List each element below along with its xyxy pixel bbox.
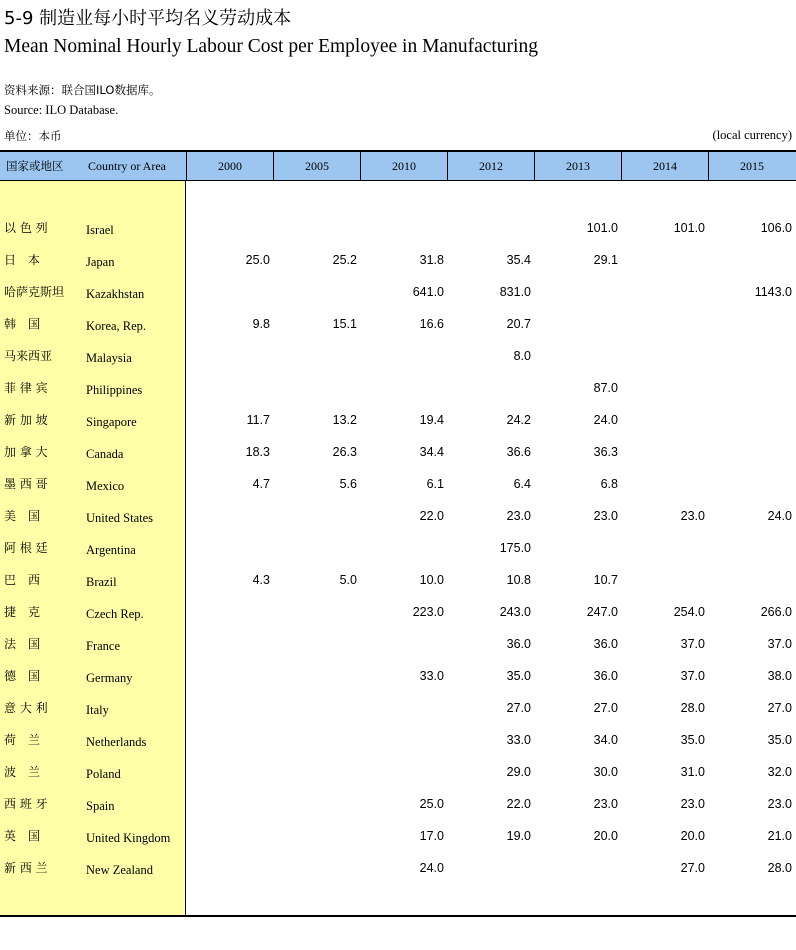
table-row	[0, 724, 796, 756]
table-row	[0, 308, 796, 340]
header-year-5: 2014	[621, 152, 708, 180]
source-chinese: 资料来源：联合国ILO数据库。	[4, 83, 161, 97]
value-cell	[186, 852, 273, 884]
value-cell	[360, 692, 447, 724]
value-cell	[186, 372, 273, 404]
country-name-english: Poland	[86, 767, 121, 781]
value-cell	[360, 756, 447, 788]
value-cell: 27.0	[506, 701, 531, 715]
value-cell: 23.0	[593, 797, 618, 811]
country-name-chinese: 哈萨克斯坦	[4, 285, 65, 299]
value-cell	[360, 372, 447, 404]
table-row	[0, 852, 796, 884]
value-cell	[273, 852, 360, 884]
country-name-chinese: 新 西 兰	[4, 861, 48, 875]
value-cell: 38.0	[767, 669, 792, 683]
value-cell: 11.7	[246, 413, 270, 427]
country-name-english: New Zealand	[86, 863, 153, 877]
country-name-chinese: 韩 国	[4, 317, 41, 331]
country-name-chinese: 法 国	[4, 637, 41, 651]
value-cell: 16.6	[419, 317, 444, 331]
table-row	[0, 564, 796, 596]
country-name-english: Brazil	[86, 575, 117, 589]
value-cell	[621, 244, 708, 276]
value-cell	[360, 724, 447, 756]
value-cell: 831.0	[499, 285, 531, 299]
value-cell	[186, 340, 273, 372]
value-cell	[621, 436, 708, 468]
value-cell: 1143.0	[754, 285, 792, 299]
value-cell: 27.0	[593, 701, 618, 715]
value-cell: 101.0	[673, 221, 705, 235]
value-cell: 266.0	[760, 605, 792, 619]
value-cell: 21.0	[767, 829, 792, 843]
country-name-english: Japan	[86, 255, 115, 269]
value-cell: 30.0	[593, 765, 618, 779]
value-cell: 87.0	[593, 381, 618, 395]
country-name-chinese: 日 本	[4, 253, 41, 267]
table-row	[0, 276, 796, 308]
value-cell	[273, 532, 360, 564]
value-cell: 24.0	[419, 861, 444, 875]
value-cell	[360, 340, 447, 372]
value-cell	[621, 372, 708, 404]
country-name-chinese: 英 国	[4, 829, 41, 843]
value-cell: 106.0	[760, 221, 792, 235]
value-cell: 9.8	[252, 317, 270, 331]
country-name-chinese: 新 加 坡	[4, 413, 48, 427]
table-row	[0, 756, 796, 788]
value-cell	[186, 500, 273, 532]
table-row	[0, 340, 796, 372]
value-cell: 4.7	[252, 477, 270, 491]
table-row	[0, 372, 796, 404]
value-cell	[186, 628, 273, 660]
country-name-chinese: 以 色 列	[4, 221, 48, 235]
value-cell: 175.0	[499, 541, 531, 555]
value-cell: 34.0	[593, 733, 618, 747]
value-cell: 36.0	[593, 637, 618, 651]
value-cell	[186, 276, 273, 308]
value-cell: 13.2	[332, 413, 357, 427]
value-cell: 35.0	[506, 669, 531, 683]
country-name-chinese: 荷 兰	[4, 733, 41, 747]
value-cell	[186, 788, 273, 820]
value-cell	[708, 244, 795, 276]
value-cell: 37.0	[767, 637, 792, 651]
value-cell: 18.3	[245, 445, 270, 459]
country-name-english: Canada	[86, 447, 124, 461]
country-name-english: Germany	[86, 671, 133, 685]
value-cell	[360, 212, 447, 244]
country-name-english: United Kingdom	[86, 831, 171, 845]
country-name-english: Argentina	[86, 543, 136, 557]
header-country-chinese: 国家或地区	[6, 159, 64, 173]
value-cell	[186, 660, 273, 692]
value-cell	[273, 660, 360, 692]
country-name-chinese: 捷 克	[4, 605, 41, 619]
country-name-english: Philippines	[86, 383, 143, 397]
country-name-english: Italy	[86, 703, 109, 717]
country-name-chinese: 德 国	[4, 669, 41, 683]
title-chinese: 5-9 制造业每小时平均名义劳动成本	[4, 8, 292, 29]
value-cell: 22.0	[419, 509, 444, 523]
country-name-english: Israel	[86, 223, 114, 237]
value-cell	[273, 756, 360, 788]
country-name-english: United States	[86, 511, 154, 525]
value-cell: 23.0	[680, 797, 705, 811]
value-cell	[273, 212, 360, 244]
value-cell: 25.2	[332, 253, 357, 267]
value-cell	[621, 468, 708, 500]
value-cell: 254.0	[673, 605, 705, 619]
value-cell	[447, 852, 534, 884]
value-cell: 28.0	[767, 861, 792, 875]
value-cell: 243.0	[499, 605, 531, 619]
value-cell: 10.7	[593, 573, 618, 587]
value-cell: 15.1	[332, 317, 357, 331]
value-cell	[534, 852, 621, 884]
value-cell: 24.0	[767, 509, 792, 523]
value-cell: 35.0	[680, 733, 705, 747]
value-cell	[273, 500, 360, 532]
value-cell: 31.0	[680, 765, 705, 779]
value-cell: 25.0	[245, 253, 270, 267]
value-cell	[186, 756, 273, 788]
value-cell: 5.6	[339, 477, 357, 491]
value-cell	[708, 564, 795, 596]
value-cell: 31.8	[419, 253, 444, 267]
value-cell: 20.7	[506, 317, 531, 331]
value-cell: 22.0	[506, 797, 531, 811]
value-cell: 35.0	[767, 733, 792, 747]
country-name-chinese: 美 国	[4, 509, 41, 523]
value-cell: 101.0	[586, 221, 618, 235]
value-cell	[186, 724, 273, 756]
value-cell	[621, 532, 708, 564]
country-name-english: France	[86, 639, 121, 653]
value-cell	[273, 628, 360, 660]
value-cell: 28.0	[680, 701, 705, 715]
value-cell	[708, 372, 795, 404]
table-row	[0, 788, 796, 820]
value-cell	[447, 372, 534, 404]
value-cell: 23.0	[680, 509, 705, 523]
value-cell	[534, 276, 621, 308]
value-cell	[186, 820, 273, 852]
country-name-chinese: 西 班 牙	[4, 797, 48, 811]
value-cell	[273, 788, 360, 820]
value-cell	[708, 436, 795, 468]
value-cell	[708, 532, 795, 564]
country-name-english: Malaysia	[86, 351, 132, 365]
value-cell	[534, 340, 621, 372]
value-cell: 36.0	[506, 637, 531, 651]
table-row	[0, 500, 796, 532]
title-english: Mean Nominal Hourly Labour Cost per Employee in Manufacturing	[4, 36, 538, 57]
value-cell	[708, 468, 795, 500]
value-cell	[273, 596, 360, 628]
unit-chinese: 单位：本币	[4, 129, 62, 143]
value-cell	[534, 532, 621, 564]
value-cell	[534, 308, 621, 340]
country-name-chinese: 巴 西	[4, 573, 41, 587]
value-cell	[621, 564, 708, 596]
value-cell	[708, 340, 795, 372]
value-cell: 32.0	[767, 765, 792, 779]
table-row	[0, 692, 796, 724]
value-cell	[708, 404, 795, 436]
value-cell	[186, 596, 273, 628]
value-cell: 8.0	[513, 349, 531, 363]
value-cell: 36.0	[593, 669, 618, 683]
value-cell: 19.4	[419, 413, 444, 427]
value-cell: 223.0	[412, 605, 444, 619]
country-name-english: Singapore	[86, 415, 137, 429]
value-cell: 25.0	[419, 797, 444, 811]
table-bottom-rule	[0, 915, 796, 917]
value-cell: 37.0	[680, 669, 705, 683]
value-cell: 17.0	[419, 829, 444, 843]
value-cell: 247.0	[586, 605, 618, 619]
table-row	[0, 436, 796, 468]
country-name-chinese: 加 拿 大	[4, 445, 48, 459]
country-name-english: Korea, Rep.	[86, 319, 147, 333]
value-cell: 35.4	[506, 253, 531, 267]
table-row	[0, 404, 796, 436]
value-cell: 23.0	[506, 509, 531, 523]
value-cell	[186, 212, 273, 244]
header-year-3: 2012	[447, 152, 534, 180]
value-cell: 6.4	[513, 477, 531, 491]
table-row	[0, 820, 796, 852]
value-cell	[273, 276, 360, 308]
value-cell	[360, 628, 447, 660]
value-cell	[621, 276, 708, 308]
value-cell: 6.8	[600, 477, 618, 491]
country-name-english: Kazakhstan	[86, 287, 145, 301]
value-cell: 20.0	[680, 829, 705, 843]
country-name-english: Czech Rep.	[86, 607, 144, 621]
value-cell	[273, 692, 360, 724]
country-name-chinese: 意 大 利	[4, 701, 48, 715]
value-cell: 24.0	[593, 413, 618, 427]
value-cell: 6.1	[426, 477, 444, 491]
value-cell	[360, 532, 447, 564]
country-name-chinese: 马来西亚	[4, 349, 53, 363]
source-english: Source: ILO Database.	[4, 103, 119, 117]
table-row	[0, 628, 796, 660]
value-cell: 27.0	[767, 701, 792, 715]
value-cell	[186, 532, 273, 564]
value-cell: 36.3	[593, 445, 618, 459]
value-cell: 33.0	[419, 669, 444, 683]
country-name-chinese: 波 兰	[4, 765, 41, 779]
value-cell: 34.4	[419, 445, 444, 459]
value-cell: 641.0	[412, 285, 444, 299]
table-row	[0, 532, 796, 564]
value-cell	[621, 340, 708, 372]
country-name-english: Netherlands	[86, 735, 147, 749]
value-cell: 26.3	[332, 445, 357, 459]
value-cell: 5.0	[339, 573, 357, 587]
table-row	[0, 660, 796, 692]
header-year-2: 2010	[360, 152, 447, 180]
value-cell: 37.0	[680, 637, 705, 651]
table-row	[0, 596, 796, 628]
country-name-english: Spain	[86, 799, 115, 813]
value-cell	[273, 340, 360, 372]
value-cell: 27.0	[680, 861, 705, 875]
value-cell	[273, 820, 360, 852]
value-cell: 4.3	[252, 573, 270, 587]
unit-english: (local currency)	[712, 128, 792, 142]
table-header-row	[0, 152, 796, 181]
country-name-chinese: 菲 律 宾	[4, 381, 48, 395]
value-cell: 36.6	[506, 445, 531, 459]
header-year-1: 2005	[273, 152, 360, 180]
value-cell: 29.0	[506, 765, 531, 779]
value-cell	[447, 212, 534, 244]
country-name-chinese: 墨 西 哥	[4, 477, 48, 491]
value-cell	[273, 724, 360, 756]
country-name-chinese: 阿 根 廷	[4, 541, 48, 555]
value-cell: 19.0	[506, 829, 531, 843]
value-cell	[273, 372, 360, 404]
value-cell	[621, 404, 708, 436]
value-cell: 24.2	[506, 413, 531, 427]
value-cell	[708, 308, 795, 340]
value-cell: 33.0	[506, 733, 531, 747]
value-cell: 10.0	[419, 573, 444, 587]
header-year-6: 2015	[708, 152, 795, 180]
value-cell: 29.1	[593, 253, 618, 267]
value-cell: 23.0	[767, 797, 792, 811]
value-cell: 20.0	[593, 829, 618, 843]
header-year-0: 2000	[186, 152, 273, 180]
table-row	[0, 468, 796, 500]
header-country-english: Country or Area	[88, 159, 166, 173]
header-year-4: 2013	[534, 152, 621, 180]
table-row	[0, 212, 796, 244]
value-cell: 23.0	[593, 509, 618, 523]
value-cell	[186, 692, 273, 724]
table-row	[0, 244, 796, 276]
value-cell: 10.8	[506, 573, 531, 587]
country-name-english: Mexico	[86, 479, 125, 493]
value-cell	[621, 308, 708, 340]
